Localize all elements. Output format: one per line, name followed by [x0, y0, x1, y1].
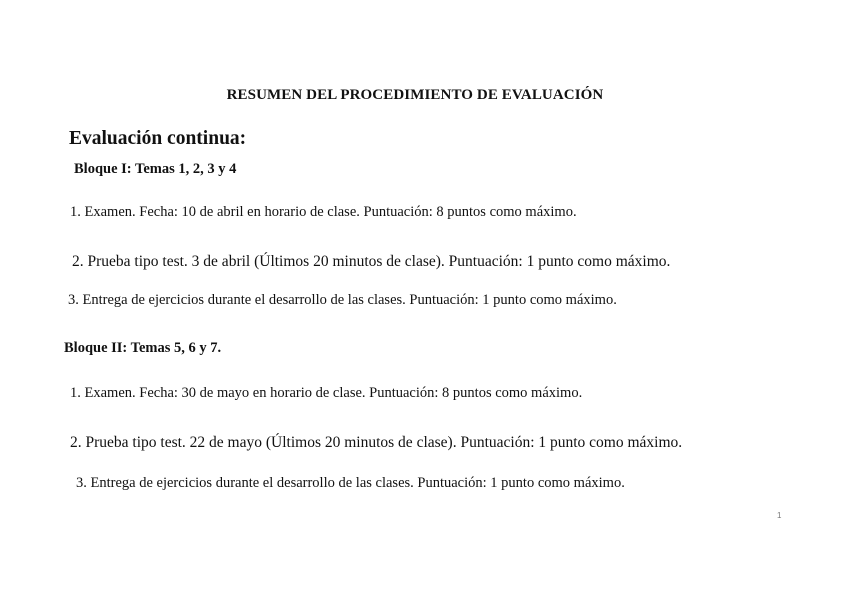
- document-title: RESUMEN DEL PROCEDIMIENTO DE EVALUACIÓN: [226, 87, 604, 103]
- block-heading-bloque-1: Bloque I: Temas 1, 2, 3 y 4: [74, 161, 237, 177]
- list-item-bloque-2-examen: 1. Examen. Fecha: 30 de mayo en horario de clase. Puntuación: 8 puntos como máximo.: [70, 385, 583, 401]
- list-item-bloque-1-examen: 1. Examen. Fecha: 10 de abril en horario de clase. Puntuación: 8 puntos como máximo.: [70, 204, 577, 220]
- list-item-bloque-2-prueba-test: 2. Prueba tipo test. 22 de mayo (Últimos 20 minutos de clase). Puntuación: 1 punto como máximo.: [70, 434, 683, 451]
- block-heading-bloque-2: Bloque II: Temas 5, 6 y 7.: [64, 340, 222, 356]
- list-item-bloque-1-entrega-ejercicios: 3. Entrega de ejercicios durante el desarrollo de las clases. Puntuación: 1 punto como máximo.: [68, 292, 617, 308]
- section-heading-evaluacion-continua: Evaluación continua:: [69, 128, 247, 149]
- page-number: 1: [777, 511, 782, 520]
- list-item-bloque-1-prueba-test: 2. Prueba tipo test. 3 de abril (Últimos 20 minutos de clase). Puntuación: 1 punto como máximo.: [72, 253, 671, 270]
- list-item-bloque-2-entrega-ejercicios: 3. Entrega de ejercicios durante el desarrollo de las clases. Puntuación: 1 punto como máximo.: [76, 475, 625, 491]
